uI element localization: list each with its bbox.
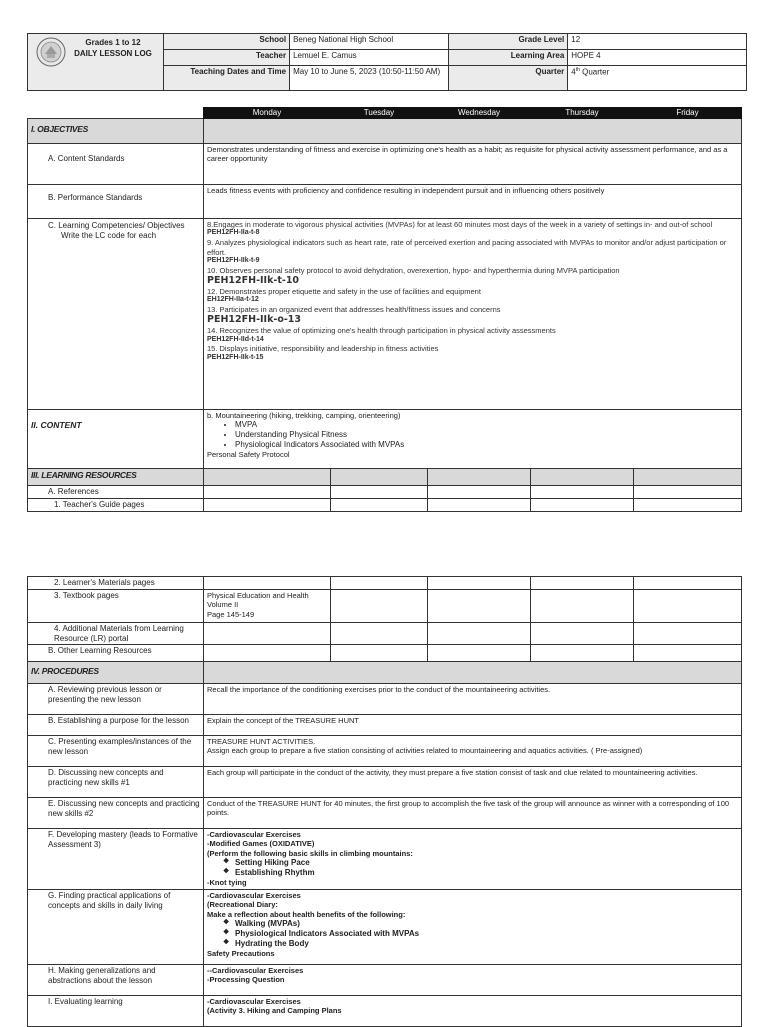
- log-title: DAILY LESSON LOG: [74, 49, 152, 59]
- lc-item: 13. Participates in an organized event that addresses health/fitness issues and concerns PEH12FH-IIk-o-13: [207, 305, 501, 326]
- teacher-value: Lemuel E. Camus: [290, 50, 449, 66]
- lc-item: 14. Recognizes the value of optimizing one's health through participation in physical activity assessments PEH12FH-IId-t-14: [207, 326, 556, 343]
- proc-d-text: Each group will participate in the conduct of the activity, they must prepare a five station consist of task and clue related to mountaineering activities.: [204, 767, 742, 798]
- procedures-title: IV. PROCEDURES: [28, 662, 204, 684]
- proc-h-label: H. Making generalizations and abstractions about the lesson: [28, 965, 204, 996]
- lc-item: 9. Analyzes physiological indicators such as heart rate, rate of perceived exertion and pacing associated with MVPAs to monitor and/or adjust participation or effort. PEH12FH-IIk-t-9: [207, 238, 727, 264]
- grade-level-label: Grade Level: [448, 34, 567, 50]
- proc-g-bullets: ❖ Walking (MVPAs) ❖ Physiological Indicators Associated with MVPAs ❖ Hydrating the Body: [207, 919, 738, 949]
- textbook-value: Physical Education and Health Volume II Page 145-149: [204, 590, 331, 623]
- proc-f-label: F. Developing mastery (leads to Formative Assessment 3): [28, 829, 204, 890]
- lc-item: 12. Demonstrates proper etiquette and safety in the use of facilities and equipment EH12FH-IIa-t-12: [207, 286, 481, 304]
- proc-b-text: Explain the concept of the TREASURE HUNT: [204, 715, 742, 736]
- performance-standards-label: B. Performance Standards: [28, 185, 204, 219]
- grade-level-value: 12: [568, 34, 747, 50]
- lc-item: 8.Engages in moderate to vigorous physical activities (MVPAs) for at least 60 minutes most days of the week in a variety of settings in- and out-of school PEH12FH-IIa-t-8: [207, 220, 713, 237]
- days-header-row: [28, 108, 742, 119]
- proc-a-text: Recall the importance of the conditioning exercises prior to the conduct of the mountaineering activities.: [204, 684, 742, 715]
- dates-value: May 10 to June 5, 2023 (10:50-11:50 AM): [290, 66, 449, 91]
- proc-c-text: TREASURE HUNT ACTIVITIES. Assign each group to prepare a five station consisting of activities related to mountaineering and aquatics activities. ( Pre-assigned): [204, 736, 742, 767]
- proc-d-row: [28, 767, 742, 798]
- lr-portal-row: [28, 623, 742, 645]
- references-row: [28, 486, 742, 499]
- school-label: School: [163, 34, 289, 50]
- grades-title: Grades 1 to 12: [85, 38, 141, 47]
- proc-f-bullets: ❖ Setting Hiking Pace ❖ Establishing Rhythm: [207, 858, 738, 878]
- deped-seal-icon: [36, 37, 66, 67]
- learners-materials-label: 2. Learner's Materials pages: [28, 577, 204, 590]
- day-thursday: Thursday: [531, 108, 634, 119]
- proc-h-row: [28, 965, 742, 996]
- learners-materials-row: [28, 577, 742, 590]
- learning-competencies-label: C. Learning Competencies/ Objectives Write the LC code for each: [28, 219, 204, 410]
- lc-item: 10. Observes personal safety protocol to avoid dehydration, overexertion, hypo- and hyperthermia during MVPA participation PEH12FH-IIk-t-10: [207, 265, 620, 286]
- proc-g-text: -Cardiovascular Exercises (Recreational Diary: Make a reflection about health benefits of the following: ❖ Walking (MVPAs) ❖ Physiological Indicators Associated with MVPAs ❖ Hydrating the Body Safety Precautions: [204, 890, 742, 965]
- proc-e-row: [28, 798, 742, 829]
- learning-area-label: Learning Area: [448, 50, 567, 66]
- teachers-guide-row: [28, 499, 742, 512]
- header-logo-cell: [28, 34, 164, 91]
- lr-portal-label: 4. Additional Materials from Learning Resource (LR) portal: [28, 623, 204, 645]
- quarter-label: Quarter: [448, 66, 567, 91]
- content-title: II. CONTENT: [28, 410, 204, 469]
- content-standards-text: Demonstrates understanding of fitness and exercise in optimizing one's health as a habit; as requisite for physical activity assessment performance, and as a career opportunity: [204, 144, 742, 185]
- proc-a-label: A. Reviewing previous lesson or presenting the new lesson: [28, 684, 204, 715]
- school-value: Beneg National High School: [290, 34, 449, 50]
- proc-b-row: [28, 715, 742, 736]
- objectives-title: I. OBJECTIVES: [28, 119, 204, 144]
- performance-standards-row: [28, 185, 742, 219]
- other-resources-row: [28, 645, 742, 662]
- content-standards-label: A. Content Standards: [28, 144, 204, 185]
- lesson-table-page-1: [27, 107, 742, 512]
- proc-i-text: -Cardiovascular Exercises (Activity 3. Hiking and Camping Plans: [204, 996, 742, 1027]
- proc-h-text: --Cardiovascular Exercises -Processing Question: [204, 965, 742, 996]
- references-label: A. References: [28, 486, 204, 499]
- header-table: [27, 33, 747, 91]
- lesson-table-page-2: [27, 576, 742, 1027]
- objectives-section-row: [28, 119, 742, 144]
- proc-b-label: B. Establishing a purpose for the lesson: [28, 715, 204, 736]
- learning-competencies-list: [204, 219, 742, 410]
- content-text: b. Mountaineering (hiking, trekking, camping, orienteering) • MVPA • Understanding Physical Fitness • Physiological Indicators Associated with MVPAs Personal Safety Protocol: [204, 410, 742, 469]
- resources-section-row: [28, 469, 742, 486]
- proc-i-label: I. Evaluating learning: [28, 996, 204, 1027]
- quarter-value: 4th Quarter: [568, 66, 747, 91]
- proc-c-row: [28, 736, 742, 767]
- proc-e-label: E. Discussing new concepts and practicing new skills #2: [28, 798, 204, 829]
- lc-item: 15. Displays initiative, responsibility and leadership in fitness activities PEH12FH-IIk-t-15: [207, 344, 439, 361]
- proc-f-text: -Cardiovascular Exercises -Modified Games (OXIDATIVE) (Perform the following basic skills in climbing mountains: ❖ Setting Hiking Pace ❖ Establishing Rhythm -Knot tying: [204, 829, 742, 890]
- proc-e-text: Conduct of the TREASURE HUNT for 40 minutes, the first group to accomplish the five task of the group will announce as winner with a corresponding of 100 points.: [204, 798, 742, 829]
- proc-i-row: [28, 996, 742, 1027]
- proc-g-row: [28, 890, 742, 965]
- content-bullets: • MVPA • Understanding Physical Fitness • Physiological Indicators Associated with MVPAs: [207, 420, 738, 450]
- dates-label: Teaching Dates and Time: [163, 66, 289, 91]
- teachers-guide-label: 1. Teacher's Guide pages: [28, 499, 204, 512]
- teacher-label: Teacher: [163, 50, 289, 66]
- textbook-label: 3. Textbook pages: [28, 590, 204, 623]
- resources-title: III. LEARNING RESOURCES: [28, 469, 204, 486]
- proc-g-label: G. Finding practical applications of concepts and skills in daily living: [28, 890, 204, 965]
- textbook-row: [28, 590, 742, 623]
- proc-f-row: [28, 829, 742, 890]
- procedures-section-row: [28, 662, 742, 684]
- performance-standards-text: Leads fitness events with proficiency and confidence resulting in independent pursuit and in influencing others positively: [204, 185, 742, 219]
- content-standards-row: [28, 144, 742, 185]
- day-wednesday: Wednesday: [428, 108, 531, 119]
- day-tuesday: Tuesday: [331, 108, 428, 119]
- proc-a-row: [28, 684, 742, 715]
- day-monday: Monday: [204, 108, 331, 119]
- other-resources-label: B. Other Learning Resources: [28, 645, 204, 662]
- day-friday: Friday: [634, 108, 742, 119]
- learning-competencies-row: [28, 219, 742, 410]
- proc-d-label: D. Discussing new concepts and practicing new skills #1: [28, 767, 204, 798]
- proc-c-label: C. Presenting examples/instances of the new lesson: [28, 736, 204, 767]
- content-row: [28, 410, 742, 469]
- learning-area-value: HOPE 4: [568, 50, 747, 66]
